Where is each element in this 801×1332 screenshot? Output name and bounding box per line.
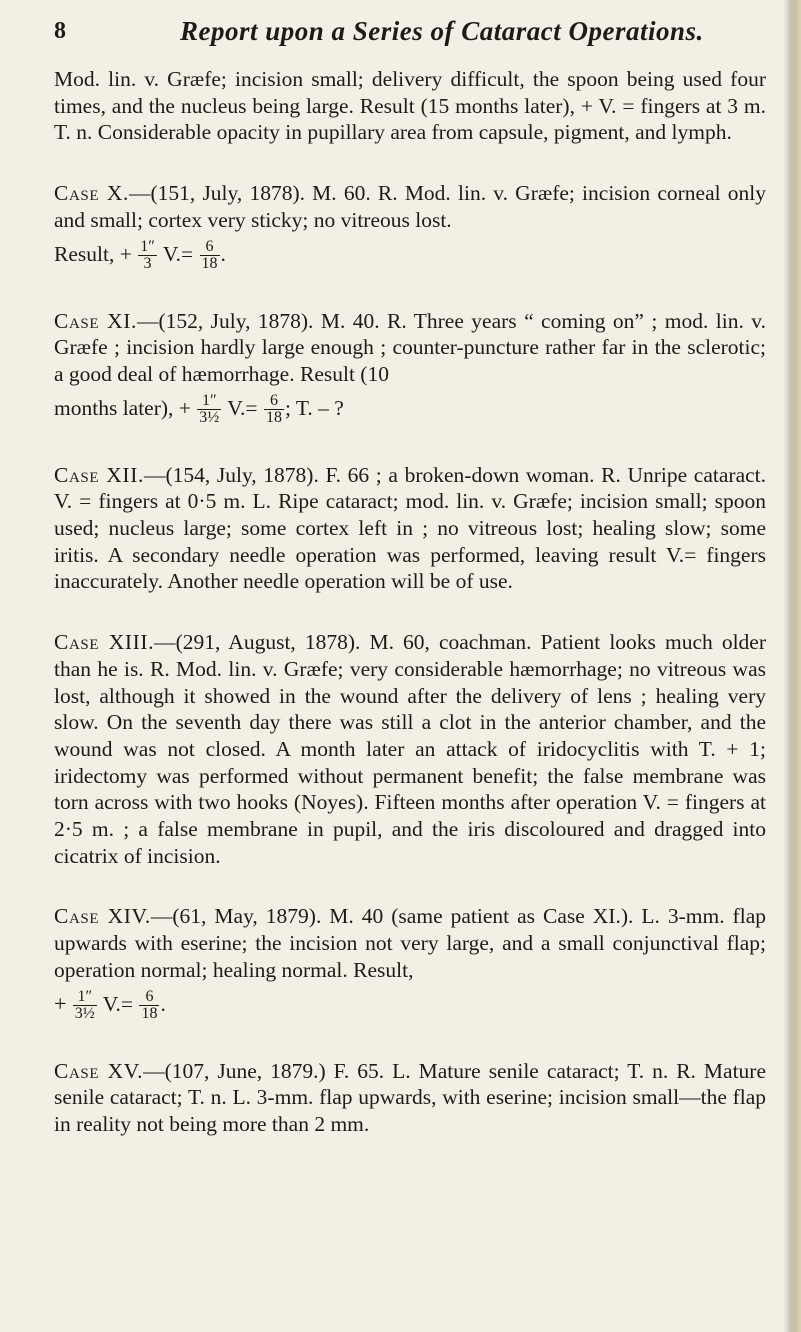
case-label: Case XII. — [54, 462, 144, 487]
case-14 — [54, 903, 766, 1023]
result-label: months later), + — [54, 395, 191, 420]
case-text: —(151, July, 1878). M. 60. R. Mod. lin. v. Græfe; incision corneal only and small; cortex very sticky; no vitreous lost. — [54, 181, 766, 232]
result-label: + — [54, 990, 67, 1016]
case-text: —(154, July, 1878). F. 66 ; a broken-down woman. R. Unripe cataract. V. = fingers at 0·5 m. L. Ripe cataract; mod. lin. v. Græfe; incision small; spoon used; nucleus large; some cortex left in ; no vitreous lost; healing slow; some iritis. A secondary needle operation was performed, leaving result V.= fingers inaccurately. Another needle operation will be of use. — [54, 462, 766, 594]
fraction-vision: $\frac{6}{18}$ — [265, 392, 282, 427]
case-15 — [54, 1058, 766, 1138]
running-title: Report upon a Series of Cataract Operations. — [180, 16, 704, 46]
case-label: Case XIV. — [54, 904, 151, 929]
case-13 — [54, 629, 766, 869]
continued-text: Mod. lin. v. Græfe; incision small; delivery difficult, the spoon being used four times, and the nucleus being large. Result (15 months later), + V. = fingers at 3 m. T. n. Considerable opacity in pupillary area from capsule, pigment, and lymph. — [54, 67, 766, 145]
case-12 — [54, 462, 766, 596]
result-line: months later), + $\frac{1''}{\text{3½}}$ V.= $\frac{6}{18}$ ; T. – ? — [54, 392, 344, 427]
case-label: Case X. — [54, 181, 129, 206]
page-header — [54, 16, 754, 56]
fraction-lens: $\frac{1''}{\text{3½}}$ — [74, 988, 95, 1023]
case-label: Case XV. — [54, 1058, 144, 1083]
result-line: Result, + $\frac{1''}{3}$ V.= $\frac{6}{18}$ . — [54, 238, 226, 273]
fraction-vision: $\frac{6}{18}$ — [141, 988, 158, 1023]
fraction-lens: $\frac{1''}{\text{3½}}$ — [199, 392, 220, 427]
case-label: Case XI. — [54, 308, 137, 333]
case-text: —(61, May, 1879). M. 40 (same patient as Case XI.). L. 3-mm. flap upwards with eserine; the incision not very large, and a small conjunctival flap; operation normal; healing normal. Result, — [54, 904, 766, 982]
case-text: —(152, July, 1878). M. 40. R. Three years “ coming on” ; mod. lin. v. Græfe ; incision hardly large enough ; counter-puncture rather far in the sclerotic; a good deal of hæmorrhage. Result (10 — [54, 308, 766, 386]
body-text — [54, 66, 766, 1172]
vision-label: V.= — [102, 991, 134, 1016]
case-label: Case XIII. — [54, 630, 155, 655]
vision-label: V.= — [227, 395, 258, 420]
case-text: —(107, June, 1879.) F. 65. L. Mature senile cataract; T. n. R. Mature senile cataract; T. n. L. 3-mm. flap upwards, with eserine; incision small—the flap in reality not being more than 2 mm. — [54, 1058, 766, 1136]
vision-label: V.= — [162, 241, 194, 266]
case-text: —(291, August, 1878). M. 60, coachman. Patient looks much older than he is. R. Mod. lin. v. Græfe; very considerable hæmorrhage; no vitreous was lost, although it showed in the wound after the delivery of lens ; healing very slow. On the seventh day there was still a clot in the anterior chamber, and the wound was not closed. A month later an attack of iridocyclitis with T. + 1; iridectomy was performed without permanent benefit; the false membrane was torn across with two hooks (Noyes). Fifteen months after operation V. = fingers at 2·5 m. ; a false membrane in pupil, and the iris discoloured and dragged into cicatrix of incision. — [54, 630, 767, 868]
page-number: 8 — [54, 18, 66, 44]
case-11 — [54, 308, 766, 428]
fraction-vision: $\frac{6}{18}$ — [201, 238, 218, 273]
result-line: + $\frac{1''}{\text{3½}}$ V.= $\frac{6}{18}$ . — [54, 988, 166, 1023]
fraction-lens: $\frac{1''}{3}$ — [140, 238, 155, 273]
result-label: Result, + — [54, 241, 132, 266]
continued-paragraph — [54, 66, 766, 146]
case-10 — [54, 180, 766, 273]
